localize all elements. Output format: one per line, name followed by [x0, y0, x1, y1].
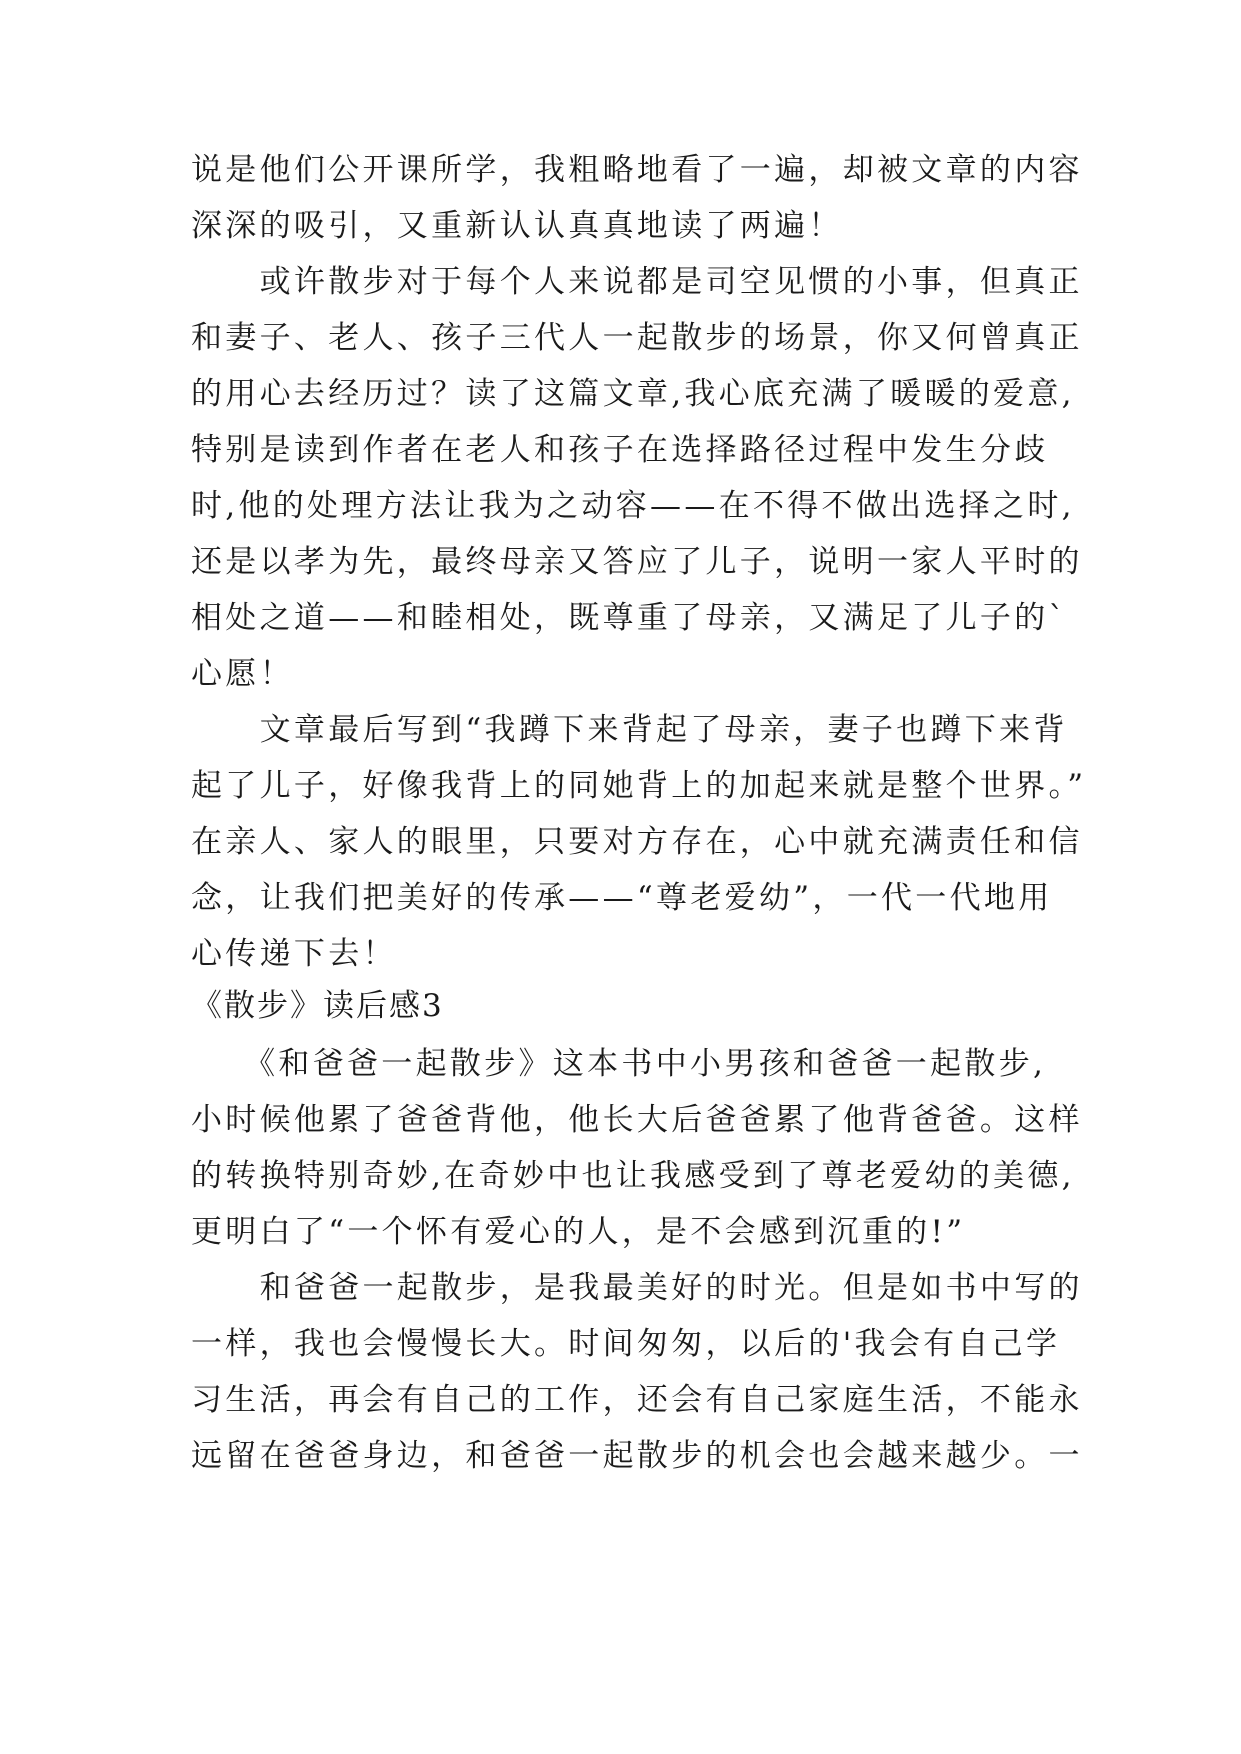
- text-line: 在亲人、家人的眼里，只要对方存在，心中就充满责任和信: [191, 824, 1083, 860]
- text-line: 习生活，再会有自己的工作，还会有自己家庭生活，不能永: [191, 1382, 1083, 1418]
- text-line: 一样，我也会慢慢长大。时间匆匆，以后的'我会有自己学: [191, 1326, 1061, 1362]
- text-line: 心愿！: [191, 656, 294, 692]
- text-line: 和妻子、老人、孩子三代人一起散步的场景，你又何曾真正: [191, 320, 1083, 356]
- text-line: 小时候他累了爸爸背他，他长大后爸爸累了他背爸爸。这样: [191, 1102, 1083, 1138]
- text-line: 特别是读到作者在老人和孩子在选择路径过程中发生分歧: [191, 432, 1049, 468]
- text-line: 时,他的处理方法让我为之动容——在不得不做出选择之时,: [191, 488, 1075, 524]
- text-line: 更明白了“一个怀有爱心的人，是不会感到沉重的!”: [191, 1214, 966, 1250]
- text-line: 深深的吸引，又重新认认真真地读了两遍！: [191, 208, 843, 244]
- section-heading: 《散步》读后感3: [191, 988, 444, 1024]
- paragraph-start-line: 或许散步对于每个人来说都是司空见惯的小事，但真正: [191, 264, 1083, 300]
- text-line: 念，让我们把美好的传承——“尊老爱幼”，一代一代地用: [191, 880, 1053, 916]
- text-line: 远留在爸爸身边，和爸爸一起散步的机会也会越来越少。一: [191, 1438, 1083, 1474]
- text-line: 的转换特别奇妙,在奇妙中也让我感受到了尊老爱幼的美德,: [191, 1158, 1075, 1194]
- text-line: 起了儿子，好像我背上的同她背上的加起来就是整个世界。”: [191, 768, 1087, 804]
- paragraph-start-line: 和爸爸一起散步，是我最美好的时光。但是如书中写的: [191, 1270, 1083, 1306]
- text-line: 的用心去经历过？读了这篇文章,我心底充满了暖暖的爱意,: [191, 376, 1075, 412]
- text-line: 相处之道——和睦相处，既尊重了母亲，又满足了儿子的`: [191, 600, 1068, 636]
- text-line: 心传递下去！: [191, 936, 397, 972]
- paragraph-start-line: 《和爸爸一起散步》这本书中小男孩和爸爸一起散步,: [191, 1046, 1047, 1082]
- text-line: 说是他们公开课所学，我粗略地看了一遍，却被文章的内容: [191, 152, 1083, 188]
- text-line: 还是以孝为先，最终母亲又答应了儿子，说明一家人平时的: [191, 544, 1083, 580]
- paragraph-start-line: 文章最后写到“我蹲下来背起了母亲，妻子也蹲下来背: [191, 712, 1068, 748]
